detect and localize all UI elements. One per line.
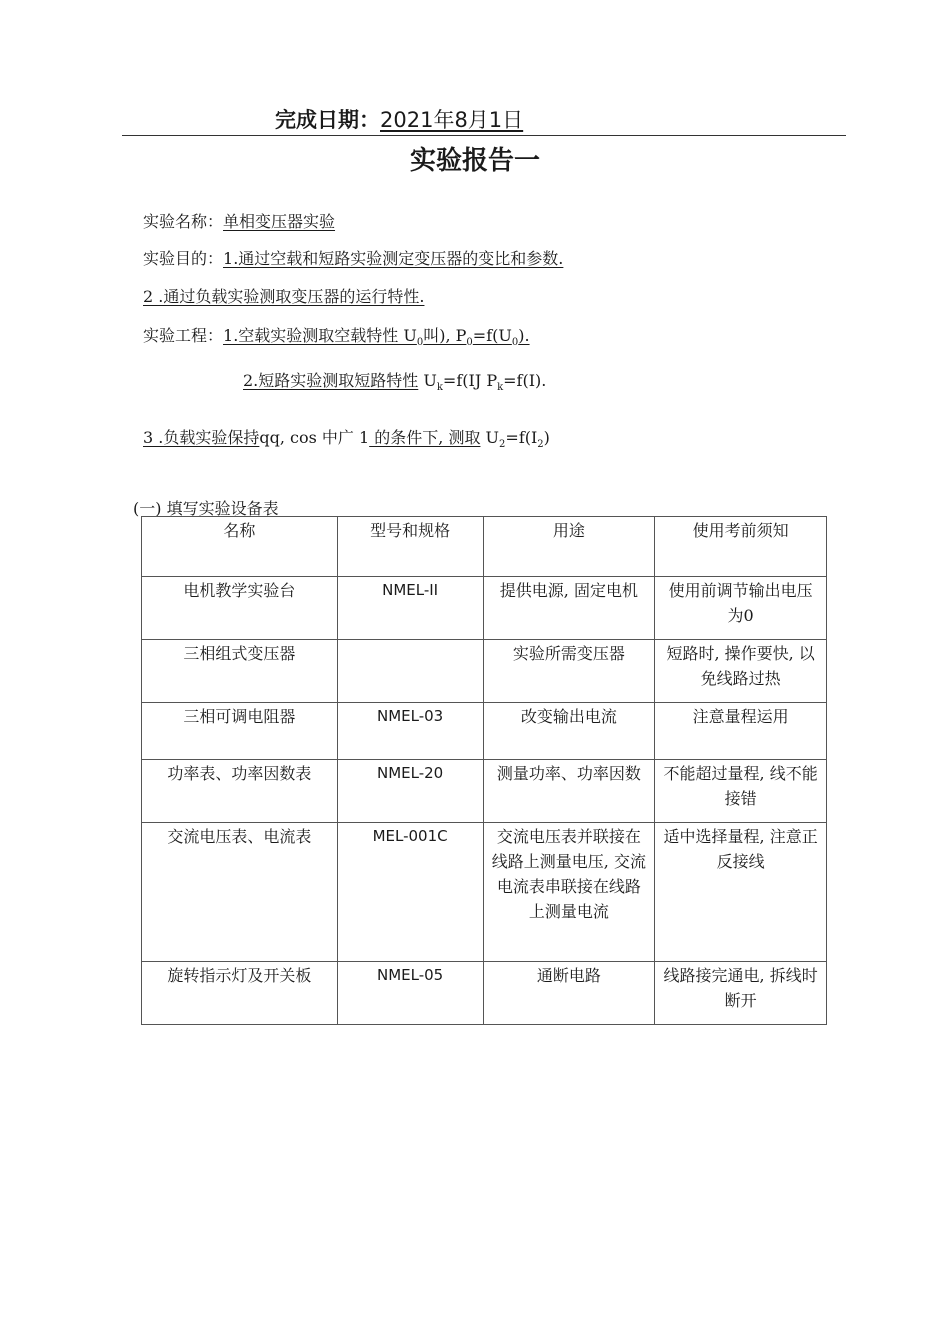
cell-usage: 提供电源, 固定电机 [483,577,655,640]
table-header-row [142,517,827,577]
table-row [142,640,827,703]
table-row [142,962,827,1025]
cell-model: NMEL-II [337,577,483,640]
purpose-1: 1.通过空载和短路实验测定变压器的变比和参数. [223,249,564,268]
experiment-items [143,323,530,348]
cell-model [337,640,483,703]
experiment-name-value: 单相变压器实验 [223,212,336,231]
item-3-underlined: 的条件下, 测取 [369,428,481,447]
cell-name: 三相可调电阻器 [142,703,338,760]
cell-name: 三相组式变压器 [142,640,338,703]
date-value: 2021年8月1日 [380,108,524,132]
header-rule [122,135,846,136]
experiment-name-label: 实验名称： [143,212,224,231]
cell-name: 功率表、功率因数表 [142,760,338,823]
cell-notes: 线路接完通电, 拆线时断开 [655,962,827,1025]
cell-model: MEL-001C [337,823,483,962]
experiment-purpose [143,246,563,269]
header-usage: 用途 [483,517,655,577]
cell-notes: 不能超过量程, 线不能接错 [655,760,827,823]
items-label: 实验工程： [143,326,224,345]
cell-notes: 注意量程运用 [655,703,827,760]
purpose-2-line [143,284,424,307]
cell-usage: 测量功率、功率因数 [483,760,655,823]
cell-notes: 使用前调节输出电压为0 [655,577,827,640]
table-row [142,760,827,823]
purpose-2: 2 .通过负载实验测取变压器的运行特性. [143,287,425,306]
cell-notes: 适中选择量程, 注意正反接线 [655,823,827,962]
purpose-label: 实验目的： [143,249,224,268]
header-name: 名称 [142,517,338,577]
cell-notes: 短路时, 操作要快, 以免线路过热 [655,640,827,703]
header-notes: 使用考前须知 [655,517,827,577]
equipment-table [141,516,827,1025]
table-row [142,703,827,760]
experiment-name [143,209,335,232]
table-caption: (一) 填写实验设备表 [133,499,279,518]
header-model: 型号和规格 [337,517,483,577]
item-2: 2.短路实验测取短路特性 [243,371,419,390]
cell-usage: 实验所需变压器 [483,640,655,703]
cell-model: NMEL-03 [337,703,483,760]
item-1: 1.空载实验测取空载特性 $U_0$叫), $P_0=f(U_0)$. [223,326,530,349]
date-label: 完成日期： [275,108,380,132]
item-3-line [143,425,550,450]
item-3-formula: $U_2=f(I_2)$ [480,428,550,451]
table-row [142,577,827,640]
cell-usage: 通断电路 [483,962,655,1025]
item-2-formula: $U_k=f(IJ$ $P_k=f(I)$. [418,371,547,394]
cell-usage: 改变输出电流 [483,703,655,760]
cell-name: 旋转指示灯及开关板 [142,962,338,1025]
cell-name: 电机教学实验台 [142,577,338,640]
table-row [142,823,827,962]
page-title: 实验报告一 [409,146,540,176]
item-2-line [243,368,546,393]
cell-model: NMEL-20 [337,760,483,823]
item-3: 3 .负载实验保持 [143,428,260,447]
cell-name: 交流电压表、电流表 [142,823,338,962]
cell-usage: 交流电压表并联接在线路上测量电压, 交流电流表串联接在线路上测量电流 [483,823,655,962]
cell-model: NMEL-05 [337,962,483,1025]
item-3-condition: qq, cos 中广 1 [259,428,370,447]
completion-date [275,104,523,134]
